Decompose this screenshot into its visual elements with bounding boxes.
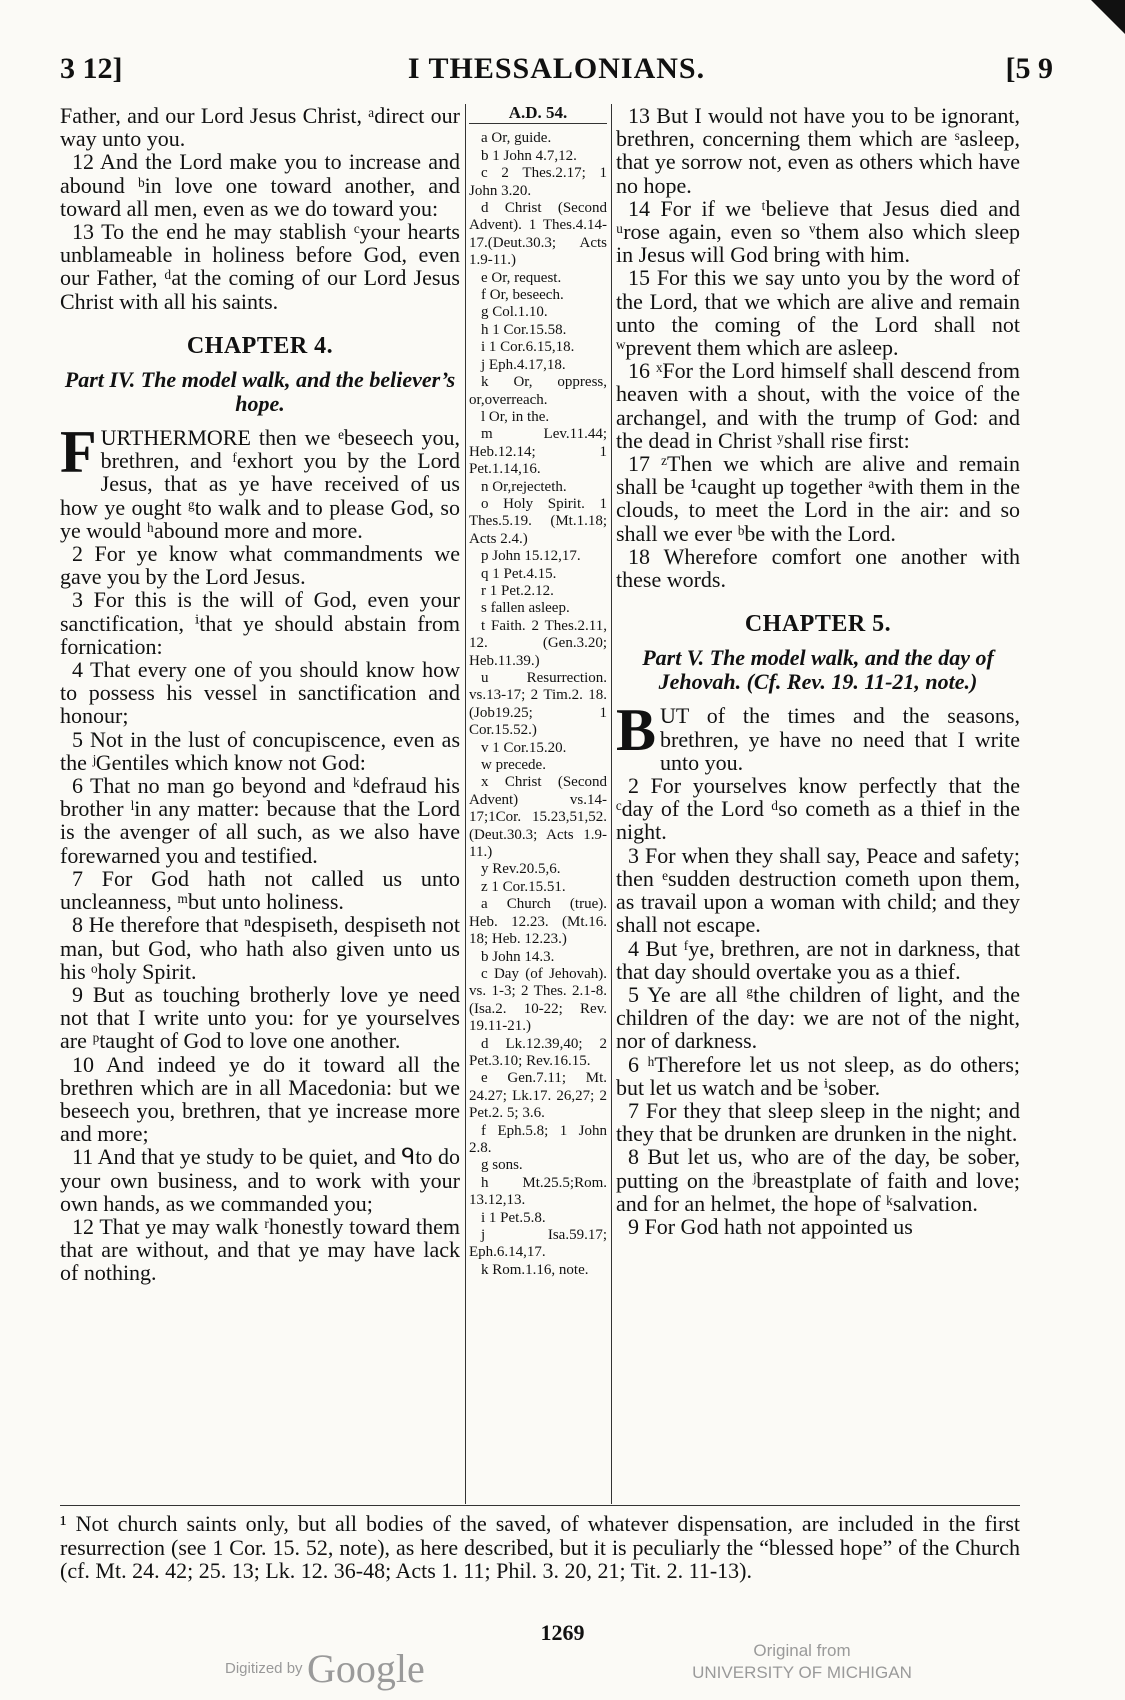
header-reference-right: [5 9 <box>1005 52 1053 85</box>
reference-item: o Holy Spirit. 1 Thes.5.19. (Mt.1.18; Acts 2.4.) <box>469 495 607 547</box>
reference-item: a Church (true). Heb. 12.23. (Mt.16. 18; Heb. 12.23.) <box>469 896 607 948</box>
verse-5: 5 Ye are all ᵍthe children of light, and the children of the day: we are not of the night, nor of darkness. <box>616 981 1020 1054</box>
google-logo: Google <box>307 1646 425 1691</box>
reference-item: h 1 Cor.15.58. <box>481 321 567 338</box>
reference-item: c 2 Thes.2.17; 1 John 3.20. <box>469 165 607 199</box>
verse-18: 18 Wherefore comfort one another with these words. <box>616 543 1020 593</box>
text-column-left <box>60 104 460 1285</box>
drop-cap: B <box>616 697 657 764</box>
footnote: ¹ Not church saints only, but all bodies of the saved, of whatever dispensation, are included in the first resurrection (see 1 Cor. 15. 52, note), as here described, but it is peculiarly the “blessed hope” of the Church (cf. Mt. 24. 42; 25. 13; Lk. 12. 36-48; Acts 1. 11; Phil. 3. 20, 21; Tit. 2. 11-13). <box>60 1511 1020 1583</box>
verse-16: 16 ˣFor the Lord himself shall descend from heaven with a shout, with the voice of the archangel, and with the trump of God: and the dead in Christ ʸshall rise first: <box>616 358 1020 453</box>
reference-item: k Or, oppress, or,overreach. <box>469 374 607 408</box>
verse-4: 4 But ᶠye, brethren, are not in darkness, that that day should overtake you as a thief. <box>616 935 1020 984</box>
reference-item: i 1 Cor.6.15,18. <box>481 339 575 356</box>
chapter-heading-4: CHAPTER 4. <box>186 332 334 359</box>
reference-item: j Eph.4.17,18. <box>481 356 566 373</box>
reference-item: c Day (of Jehovah). vs. 1-3; 2 Thes. 2.1-8. (Isa.2. 10-22; Rev. 19.11-21.) <box>469 965 607 1035</box>
verse-14: 14 For if we ᵗbelieve that Jesus died and ᵘrose again, even so ᵛthem also which sleep in Jesus will God bring with him. <box>616 195 1020 268</box>
column-divider-left <box>465 104 466 1504</box>
header-book-title: I THESSALONIANS. <box>407 52 706 85</box>
reference-item: f Or, beseech. <box>481 287 564 304</box>
verse-15: 15 For this we say unto you by the word of the Lord, that we which are alive and remain unto the coming of the Lord shall not ʷprevent them which are asleep. <box>616 265 1020 361</box>
verse-2: 2 For ye know what commandments we gave you by the Lord Jesus. <box>60 541 460 590</box>
verse-8: 8 But let us, who are of the day, be sober, putting on the ʲbreastplate of faith and love; and for an helmet, the hope of ᵏsalvation. <box>616 1144 1020 1216</box>
verse-9: 9 For God hath not appointed us <box>628 1213 913 1239</box>
verse-3: 3 For when they shall say, Peace and safety; then ᵉsudden destruction cometh upon them, as travail upon a woman with child; and they shall not escape. <box>616 842 1020 938</box>
verse-13: 13 To the end he may stablish ᶜyour hearts unblameable in holiness before God, even our Father, ᵈat the coming of our Lord Jesus Christ with all his saints. <box>60 219 460 314</box>
reference-item: q 1 Pet.4.15. <box>481 565 557 582</box>
reference-item: w precede. <box>481 757 546 774</box>
verse-1 <box>616 697 1020 775</box>
page-number: 1269 <box>540 1620 585 1645</box>
verse-13: 13 But I would not have you to be ignorant, brethren, concerning them which are ˢasleep, that ye sorrow not, even as others which have no hope. <box>616 103 1020 198</box>
reference-item: z 1 Cor.15.51. <box>481 878 566 895</box>
verse-12: 12 And the Lord make you to increase and abound ᵇin love one toward another, and toward all men, even as we do toward you: <box>60 149 460 221</box>
verse-7: 7 For God hath not called us unto uncleanness, ᵐbut unto holiness. <box>60 865 460 915</box>
reference-item: x Christ (Second Advent) vs.14-17;1Cor. 15.23,51,52. (Deut.30.3; Acts 1.9-11.) <box>469 774 607 861</box>
verse-8: 8 He therefore that ⁿdespiseth, despiseth not man, but God, who hath also given unto us his ᵒholy Spirit. <box>60 912 460 984</box>
verse-12-second: 12 That ye may walk ʳhonestly toward them that are without, and that ye may have lack of nothing. <box>60 1213 460 1286</box>
original-from-watermark <box>672 1640 932 1684</box>
verse-6: 6 ʰTherefore let us not sleep, as do others; but let us watch and be ⁱsober. <box>616 1051 1020 1100</box>
verse-intro: Father, and our Lord Jesus Christ, ᵃdirect our way unto you. <box>60 103 460 152</box>
reference-item: k Rom.1.16, note. <box>481 1261 589 1278</box>
original-from-text: Original from <box>753 1641 851 1660</box>
reference-item: n Or,rejecteth. <box>481 478 567 495</box>
reference-item: l Or, in the. <box>481 408 550 425</box>
drop-cap: F <box>60 419 97 486</box>
reference-item: f Eph.5.8; 1 John 2.8. <box>469 1122 607 1156</box>
reference-item: g sons. <box>481 1157 523 1174</box>
digitized-by-google-watermark <box>225 1645 425 1692</box>
university-text: UNIVERSITY OF MICHIGAN <box>692 1663 912 1682</box>
page-corner-mark <box>1091 0 1125 34</box>
reference-item: v 1 Cor.15.20. <box>481 739 567 756</box>
verse-6: 6 That no man go beyond and ᵏdefraud his brother ˡin any matter: because that the Lord is the avenger of all such, as we also have forewarned you and testified. <box>60 773 460 868</box>
reference-item: d Lk.12.39,40; 2 Pet.3.10; Rev.16.15. <box>469 1035 607 1069</box>
reference-item: y Rev.20.5,6. <box>481 861 561 878</box>
verse-10: 10 And indeed ye do it toward all the brethren which are in all Macedonia: but we beseech you, brethren, that ye increase more and more; <box>60 1051 460 1147</box>
reference-item: p John 15.12,17. <box>481 548 581 565</box>
footnote-rule <box>60 1505 1020 1506</box>
reference-item: m Lev.11.44; Heb.12.14; 1 Pet.1.14,16. <box>469 426 607 478</box>
verse-1-text: UT of the times and the seasons, brethren, ye have no need that I write unto you. <box>660 703 1020 775</box>
reference-item: e Or, request. <box>481 269 562 286</box>
reference-item: i 1 Pet.5.8. <box>481 1209 546 1226</box>
verse-17: 17 ᶻThen we which are alive and remain shall be ¹caught up together ᵃwith them in the clouds, to meet the Lord in the air: and so shall we ever ᵇbe with the Lord. <box>616 451 1020 546</box>
verse-11: 11 And that ye study to be quiet, and ᑫto do your own business, and to work with your own hands, as we commanded you; <box>60 1144 460 1216</box>
verse-7: 7 For they that sleep sleep in the night; and they that be drunken are drunken in the night. <box>616 1097 1020 1147</box>
verse-2: 2 For yourselves know perfectly that the ᶜday of the Lord ᵈso cometh as a thief in the night. <box>616 773 1020 845</box>
reference-item: b John 14.3. <box>481 948 555 965</box>
verse-3: 3 For this is the will of God, even your sanctification, ⁱthat ye should abstain from fornication: <box>60 587 460 659</box>
reference-item: a Or, guide. <box>481 130 552 147</box>
running-header <box>60 52 1053 92</box>
chapter-heading-5: CHAPTER 5. <box>744 611 892 638</box>
digitized-by-text: Digitized by <box>225 1660 303 1677</box>
reference-item: g Col.1.10. <box>481 304 548 321</box>
reference-list <box>469 130 607 1279</box>
reference-item: s fallen asleep. <box>481 600 570 617</box>
reference-item: t Faith. 2 Thes.2.11, 12. (Gen.3.20; Heb.11.39.) <box>469 617 607 669</box>
reference-item: d Christ (Second Advent). 1 Thes.4.14-17.(Deut.30.3; Acts 1.9-11.) <box>469 200 607 269</box>
text-column-right <box>616 104 1020 1238</box>
date-heading: A.D. 54. <box>469 104 607 124</box>
part-heading-4: Part IV. The model walk, and the believer’s hope. <box>64 367 456 417</box>
verse-9: 9 But as touching brotherly love ye need not that I write unto you: for ye yourselves are ᵖtaught of God to love one another. <box>60 981 460 1054</box>
reference-item: h Mt.25.5;Rom. 13.12,13. <box>469 1174 607 1209</box>
verse-1 <box>60 419 460 543</box>
verse-5: 5 Not in the lust of concupiscence, even as the ʲGentiles which know not God: <box>60 726 460 775</box>
reference-item: b 1 John 4.7,12. <box>481 147 577 164</box>
reference-column <box>469 104 607 1279</box>
verse-1-text: URTHERMORE then we ᵉbeseech you, brethren, and ᶠexhort you by the Lord Jesus, that as ye have received of us how ye ought ᵍto walk and to please God, so ye would ʰabound more and more. <box>60 425 460 543</box>
reference-item: e Gen.7.11; Mt. 24.27; Lk.17. 26,27; 2 Pet.2. 5; 3.6. <box>469 1070 607 1122</box>
part-heading-5: Part V. The model walk, and the day of Jehovah. (Cf. Rev. 19. 11-21, note.) <box>642 645 994 695</box>
verse-4: 4 That every one of you should know how to possess his vessel in sanctification and honour; <box>60 657 460 729</box>
reference-item: r 1 Pet.2.12. <box>481 582 554 599</box>
reference-item: j Isa.59.17; Eph.6.14,17. <box>469 1227 607 1261</box>
header-reference-left: 3 12] <box>60 52 123 85</box>
reference-item: u Resurrection. vs.13-17; 2 Tim.2. 18. (Job19.25; 1 Cor.15.52.) <box>469 670 607 739</box>
column-divider-right <box>611 104 612 1504</box>
